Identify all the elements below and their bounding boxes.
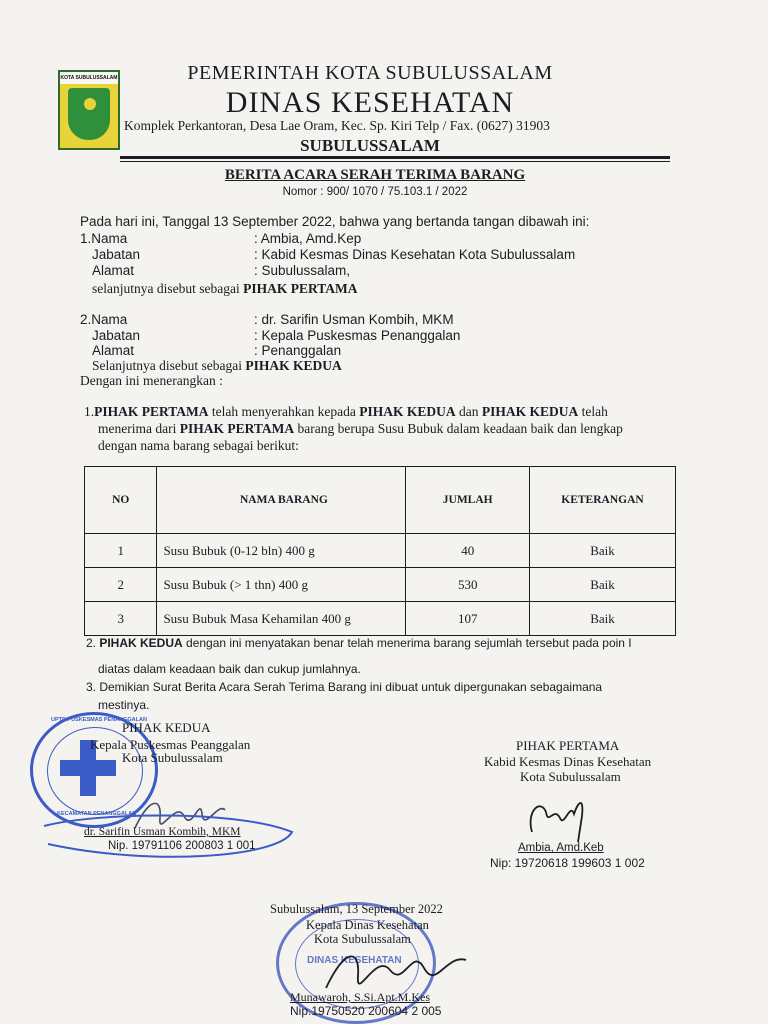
point2-number: 2. (86, 636, 100, 650)
left-signer-city: Kota Subulussalam (122, 750, 223, 765)
row-no: 1 (85, 534, 157, 568)
point1-line2-b: PIHAK PERTAMA (179, 421, 295, 436)
items-table (84, 466, 676, 636)
logo-emblem-icon (84, 98, 96, 110)
government-name: PEMERINTAH KOTA SUBULUSSALAM (187, 62, 553, 84)
logo-band: KOTA SUBULUSSALAM (60, 72, 118, 84)
puskesmas-stamp-top-text: UPTD PUSKESMAS PENANGGALAN (51, 717, 147, 723)
bottom-sign-date: Subulussalam, 13 September 2022 (270, 902, 443, 916)
bottom-signer-name: Munawaroh, S.Si.Apt.M.Kes (290, 990, 430, 1004)
party1-designation-text: selanjutnya disebut sebagai (92, 281, 240, 296)
row-keterangan: Baik (529, 568, 675, 602)
party1-designation-role: PIHAK PERTAMA (243, 281, 358, 296)
row-jumlah: 40 (406, 534, 530, 568)
point1-text2: dan (455, 404, 482, 419)
bottom-signer-city: Kota Subulussalam (314, 932, 411, 946)
point2-text1: dengan ini menyatakan benar telah menerima barang sejumlah tersebut pada poin I (182, 636, 632, 650)
left-signer-role: PIHAK KEDUA (122, 720, 211, 735)
row-keterangan: Baik (529, 534, 675, 568)
medical-cross-icon-bar (60, 760, 116, 776)
point1-text3: telah (578, 404, 608, 419)
party2-jabatan: : Kepala Puskesmas Penanggalan (254, 328, 461, 343)
header-divider-thin (120, 161, 670, 162)
party2-designation (92, 358, 342, 374)
party1-jabatan: : Kabid Kesmas Dinas Kesehatan Kota Subulussalam (254, 247, 576, 262)
city-logo (58, 70, 120, 150)
table-row (85, 534, 676, 568)
row-jumlah: 107 (406, 602, 530, 636)
point3-line1: 3. Demikian Surat Berita Acara Serah Terima Barang ini dibuat untuk dipergunakan sebagaimana (86, 680, 603, 694)
document-title: BERITA ACARA SERAH TERIMA BARANG (224, 167, 526, 183)
row-nama: Susu Bubuk Masa Kehamilan 400 g (157, 602, 406, 636)
right-signature-icon (524, 792, 594, 844)
party1-alamat-label: Alamat (92, 263, 135, 278)
menerangkan-text: Dengan ini menerangkan : (80, 373, 223, 388)
party2-jabatan-label: Jabatan (92, 328, 141, 343)
party2-alamat: : Penanggalan (254, 343, 342, 358)
right-signer-name: Ambia, Amd.Keb (518, 842, 604, 854)
point2-line1 (86, 636, 632, 650)
row-nama: Susu Bubuk (0-12 bln) 400 g (157, 534, 406, 568)
row-no: 3 (85, 602, 157, 636)
header-nama-barang: NAMA BARANG (157, 467, 406, 534)
point1-line1 (84, 404, 608, 420)
document-number: Nomor : 900/ 1070 / 75.103.1 / 2022 (282, 186, 468, 198)
right-signer-nip: Nip: 19720618 199603 1 002 (490, 856, 645, 870)
point1-text1: telah menyerahkan kepada (208, 404, 360, 419)
office-address: Komplek Perkantoran, Desa Lae Oram, Kec. Sp. Kiri Telp / Fax. (0627) 31903 (124, 118, 550, 133)
party2-name-label: 2.Nama (80, 312, 128, 327)
office-city: SUBULUSSALAM (300, 136, 440, 155)
point2-pihak-kedua: PIHAK KEDUA (99, 636, 183, 650)
table-row (85, 568, 676, 602)
intro-text: Pada hari ini, Tanggal 13 September 2022, bahwa yang bertanda tangan dibawah ini: (80, 214, 590, 229)
row-no: 2 (85, 568, 157, 602)
party1-alamat: : Subulussalam, (254, 263, 351, 278)
row-nama: Susu Bubuk (> 1 thn) 400 g (157, 568, 406, 602)
point1-pihak-kedua-a: PIHAK KEDUA (359, 404, 456, 419)
party1-designation (92, 281, 358, 297)
right-signer-role: PIHAK PERTAMA (516, 738, 620, 753)
point1-line2-c: barang berupa Susu Bubuk dalam keadaan baik dan lengkap (294, 421, 623, 436)
point1-pihak-pertama: PIHAK PERTAMA (94, 404, 209, 419)
point3-line2: mestinya. (98, 698, 150, 712)
party1-jabatan-label: Jabatan (92, 247, 141, 262)
left-signer-name: dr. Sarifin Usman Kombih, MKM (84, 826, 241, 838)
party1-name-label: 1.Nama (80, 231, 128, 246)
party2-alamat-label: Alamat (92, 343, 135, 358)
party2-name: : dr. Sarifin Usman Kombih, MKM (254, 312, 454, 327)
row-jumlah: 530 (406, 568, 530, 602)
right-signer-title: Kabid Kesmas Dinas Kesehatan (484, 754, 652, 769)
right-signer-city: Kota Subulussalam (520, 769, 621, 784)
party2-designation-role: PIHAK KEDUA (245, 358, 342, 373)
puskesmas-stamp-bottom-text: KECAMATAN PENANGGALAN (57, 811, 137, 817)
dinas-stamp-text: DINAS KESEHATAN (307, 955, 402, 966)
point2-line2: diatas dalam keadaan baik dan cukup jumlahnya. (98, 662, 361, 676)
point1-line2 (98, 421, 623, 437)
point1-pihak-kedua-b: PIHAK KEDUA (481, 404, 579, 419)
office-name: DINAS KESEHATAN (225, 86, 515, 119)
row-keterangan: Baik (529, 602, 675, 636)
header-no: NO (85, 467, 157, 534)
table-header-row (85, 467, 676, 534)
left-signer-title: Kepala Puskesmas Peanggalan (90, 737, 251, 752)
left-signer-nip: Nip. 19791106 200803 1 001 (108, 840, 256, 852)
header-divider-thick (120, 156, 670, 159)
point1-line3: dengan nama barang sebagai berikut: (98, 438, 299, 453)
party1-name: : Ambia, Amd.Kep (254, 231, 362, 246)
bottom-signer-title: Kepala Dinas Kesehatan (306, 918, 429, 932)
header-jumlah: JUMLAH (406, 467, 530, 534)
table-row (85, 602, 676, 636)
logo-shield-icon (68, 88, 110, 140)
header-keterangan: KETERANGAN (529, 467, 675, 534)
point1-line2-a: menerima dari (98, 421, 180, 436)
point1-number: 1. (84, 404, 95, 419)
party2-designation-text: Selanjutnya disebut sebagai (92, 358, 242, 373)
bottom-signer-nip: Nip.19750520 200604 2 005 (290, 1004, 442, 1018)
